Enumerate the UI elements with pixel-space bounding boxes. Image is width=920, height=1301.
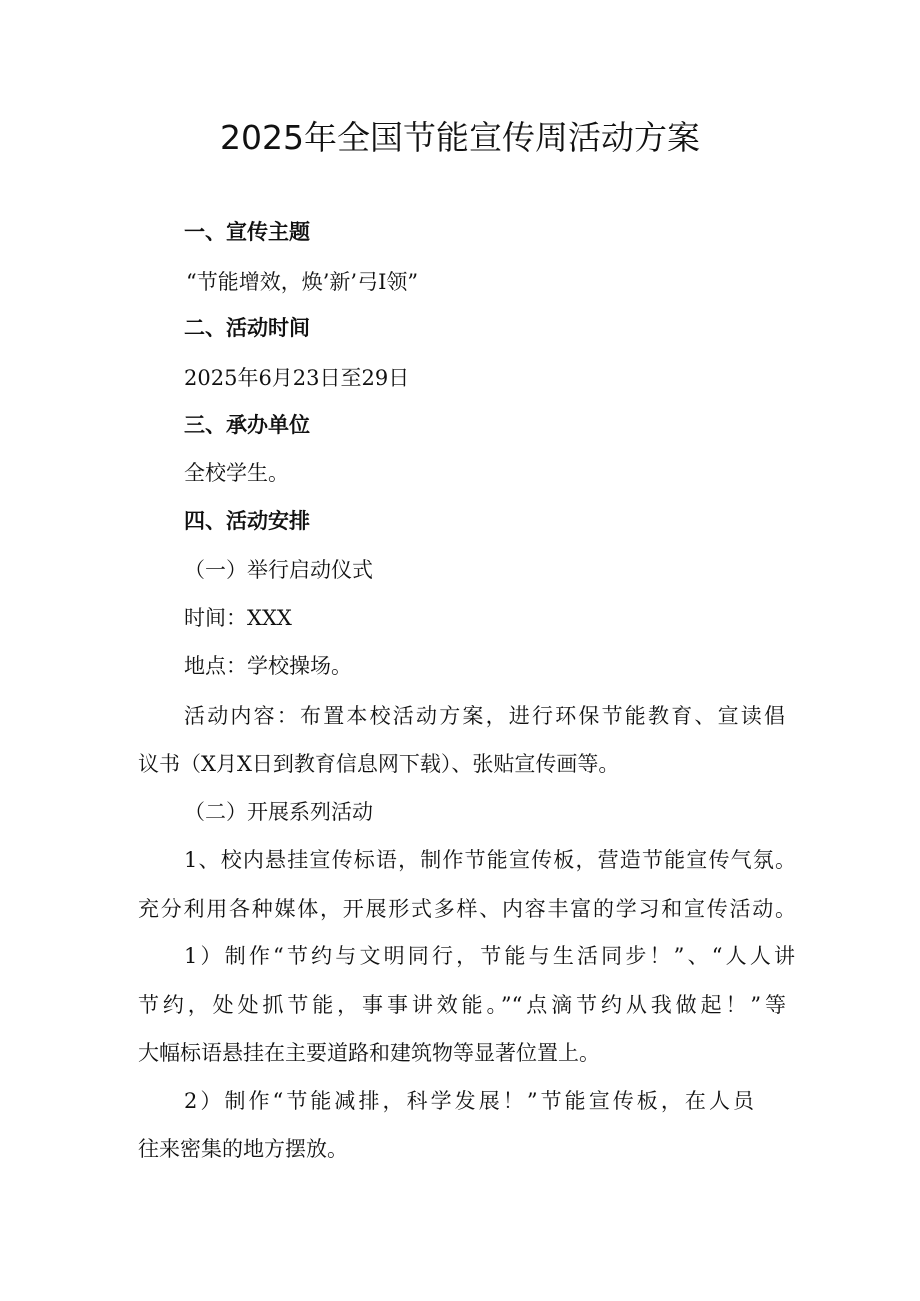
subitem-line: 节约，处处抓节能，事事讲效能。”“点滴节约从我做起！”等 bbox=[138, 993, 786, 1017]
section-heading-arrangement: 四、活动安排 bbox=[184, 509, 310, 533]
ceremony-content-line: 活动内容：布置本校活动方案，进行环保节能教育、宣读倡 bbox=[184, 704, 785, 728]
subitem-line: 往来密集的地方摆放。 bbox=[138, 1137, 348, 1161]
section-heading-organizer: 三、承办单位 bbox=[184, 413, 310, 437]
ceremony-time: 时间：XXX bbox=[184, 606, 292, 630]
ceremony-place: 地点：学校操场。 bbox=[184, 654, 352, 678]
organizer-text: 全校学生。 bbox=[184, 461, 289, 485]
theme-slogan: “节能增效，焕’新’弓I领” bbox=[186, 270, 419, 294]
subsection-launch-ceremony: （一）举行启动仪式 bbox=[184, 558, 373, 582]
item-line: 1、校内悬挂宣传标语，制作节能宣传板，营造节能宣传气氛。 bbox=[184, 848, 796, 872]
section-heading-theme: 一、宣传主题 bbox=[184, 220, 310, 244]
ceremony-content-line: 议书（X月X日到教育信息网下载）、张贴宣传画等。 bbox=[138, 752, 620, 776]
item-line: 充分利用各种媒体，开展形式多样、内容丰富的学习和宣传活动。 bbox=[138, 897, 796, 921]
subsection-series-activities: （二）开展系列活动 bbox=[184, 800, 373, 824]
section-heading-time: 二、活动时间 bbox=[184, 316, 310, 340]
subitem-line: 大幅标语悬挂在主要道路和建筑物等显著位置上。 bbox=[138, 1041, 600, 1065]
subitem-line: 1）制作“节约与文明同行，节能与生活同步！”、“人人讲 bbox=[184, 944, 795, 968]
document-title: 2025年全国节能宣传周活动方案 bbox=[220, 118, 700, 157]
subitem-line: 2）制作“节能减排，科学发展！”节能宣传板，在人员 bbox=[184, 1089, 754, 1113]
activity-date: 2025年6月23日至29日 bbox=[184, 366, 410, 390]
